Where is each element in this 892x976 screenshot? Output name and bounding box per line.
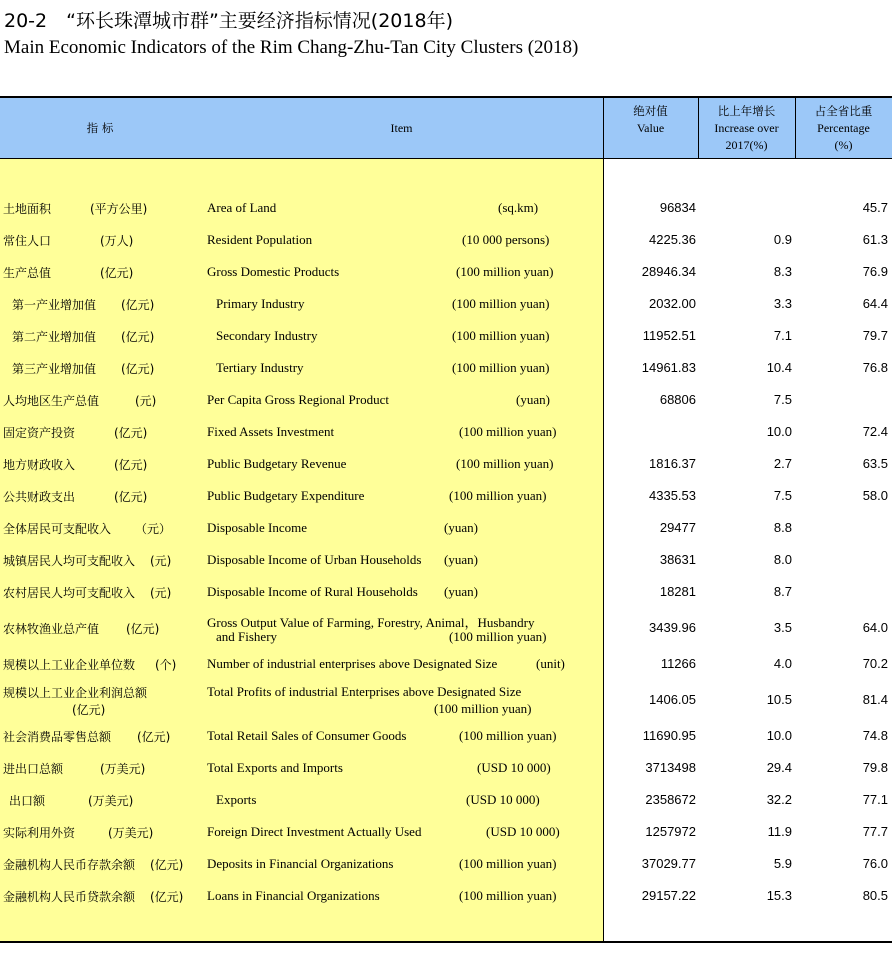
table-header-rule <box>0 158 892 159</box>
header-growth-en2: 2017(%) <box>725 137 768 152</box>
indicator-unit-zh: (亿元) <box>121 298 155 312</box>
indicator-name-en: Total Profits of industrial Enterprises above Designated Size <box>207 684 522 699</box>
header-share <box>795 98 892 158</box>
growth-cell: 7.5 <box>773 488 792 503</box>
growth-cell: 11.9 <box>767 824 792 839</box>
share-cell: 45.7 <box>862 200 888 215</box>
header-item <box>200 98 603 158</box>
value-cell: 11952.51 <box>642 328 696 343</box>
indicator-name-en-line2: and Fishery <box>216 629 278 644</box>
value-cell: 18281 <box>659 584 696 599</box>
indicator-name-en: Total Retail Sales of Consumer Goods <box>207 728 407 743</box>
indicator-name-en: Area of Land <box>207 200 277 215</box>
growth-cell: 5.9 <box>773 856 792 871</box>
indicator-name-en: Disposable Income <box>207 520 308 535</box>
indicator-name-zh: 全体居民可支配收入 <box>3 522 112 536</box>
growth-cell: 8.3 <box>773 264 792 279</box>
table-title-english: Main Economic Indicators of the Rim Chang-Zhu-Tan City Clusters (2018) <box>4 37 579 58</box>
indicator-unit-zh: (元) <box>150 586 172 600</box>
indicator-unit-zh: (平方公里) <box>90 202 148 216</box>
share-cell: 64.0 <box>862 620 888 635</box>
table-title-chinese: 20-2 “环长珠潭城市群”主要经济指标情况(2018年) <box>4 10 453 32</box>
value-cell: 11266 <box>660 656 696 671</box>
indicator-name-zh: 常住人口 <box>3 234 52 248</box>
indicator-name-zh: 人均地区生产总值 <box>3 394 100 408</box>
indicator-name-zh: 实际利用外资 <box>3 826 76 840</box>
indicator-unit-en: (USD 10 000) <box>466 792 540 807</box>
share-cell: 72.4 <box>862 424 888 439</box>
value-cell: 4225.36 <box>649 232 696 247</box>
value-cell: 2032.00 <box>649 296 696 311</box>
indicator-name-zh: 公共财政支出 <box>3 490 76 504</box>
indicator-unit-zh: (万美元) <box>88 794 134 808</box>
header-value-zh: 绝对值 <box>633 103 668 118</box>
share-cell: 63.5 <box>862 456 888 471</box>
share-cell: 77.1 <box>862 792 888 807</box>
indicator-unit-zh: (亿元) <box>150 858 184 872</box>
indicator-name-en: Per Capita Gross Regional Product <box>207 392 389 407</box>
growth-cell: 7.1 <box>773 328 792 343</box>
indicator-name-en: Deposits in Financial Organizations <box>207 856 394 871</box>
indicator-unit-zh: (亿元) <box>114 458 148 472</box>
share-cell: 64.4 <box>862 296 888 311</box>
indicator-name-en: Total Exports and Imports <box>207 760 343 775</box>
share-cell: 80.5 <box>862 888 888 903</box>
indicator-unit-zh: (万美元) <box>100 762 146 776</box>
share-cell: 74.8 <box>862 728 888 743</box>
share-cell: 77.7 <box>862 824 888 839</box>
share-cell: 61.3 <box>862 232 888 247</box>
indicator-unit-en: (yuan) <box>444 584 478 599</box>
indicator-unit-zh: (亿元) <box>114 490 148 504</box>
growth-cell: 10.0 <box>766 424 792 439</box>
indicator-name-en: Primary Industry <box>216 296 305 311</box>
indicator-unit-zh: (个) <box>155 658 177 672</box>
value-cell: 29157.22 <box>641 888 696 903</box>
indicator-name-en: Public Budgetary Revenue <box>207 456 347 471</box>
indicator-unit-en: (100 million yuan) <box>456 264 554 279</box>
indicator-unit-zh: (亿元) <box>150 890 184 904</box>
header-value <box>603 98 698 158</box>
growth-cell: 29.4 <box>766 760 792 775</box>
indicator-name-zh: 地方财政收入 <box>3 458 76 472</box>
header-growth-zh: 比上年增长 <box>717 103 776 118</box>
indicator-unit-en: (USD 10 000) <box>486 824 560 839</box>
value-cell: 37029.77 <box>641 856 696 871</box>
indicator-name-en: Loans in Financial Organizations <box>207 888 380 903</box>
indicator-name-zh: 第三产业增加值 <box>12 362 97 376</box>
value-cell: 28946.34 <box>641 264 696 279</box>
indicator-name-zh: 金融机构人民币存款余额 <box>3 858 136 872</box>
indicator-name-zh: 第二产业增加值 <box>12 330 97 344</box>
indicator-name-zh: 第一产业增加值 <box>12 298 97 312</box>
indicator-unit-en: (100 million yuan) <box>449 629 547 644</box>
header-share-zh: 占全省比重 <box>814 103 873 118</box>
indicator-unit-en: (100 million yuan) <box>452 328 550 343</box>
share-cell: 81.4 <box>862 692 888 707</box>
indicator-unit-en: (100 million yuan) <box>459 888 557 903</box>
column-divider-value <box>603 96 604 943</box>
growth-cell: 10.4 <box>766 360 792 375</box>
indicator-name-en: Secondary Industry <box>216 328 318 343</box>
indicator-unit-en: (yuan) <box>516 392 550 407</box>
indicator-unit-zh: (亿元) <box>121 362 155 376</box>
share-cell: 58.0 <box>862 488 888 503</box>
value-cell: 1406.05 <box>649 692 696 707</box>
header-growth-en1: Increase over <box>714 120 779 135</box>
indicator-unit-zh: （元） <box>135 522 172 536</box>
growth-cell: 32.2 <box>766 792 792 807</box>
indicator-unit-zh: (元) <box>135 394 157 408</box>
share-cell: 76.9 <box>862 264 888 279</box>
indicator-name-zh: 进出口总额 <box>3 762 64 776</box>
growth-cell: 10.0 <box>766 728 792 743</box>
indicator-name-en: Disposable Income of Rural Households <box>207 584 418 599</box>
indicator-name-zh: 农林牧渔业总产值 <box>3 622 100 636</box>
share-cell: 76.8 <box>862 360 888 375</box>
value-cell: 1816.37 <box>649 456 696 471</box>
growth-cell: 3.3 <box>773 296 792 311</box>
indicator-unit-en: (100 million yuan) <box>459 856 557 871</box>
indicator-name-en: Gross Output Value of Farming, Forestry, Animal，Husbandry <box>207 615 535 630</box>
indicator-name-en: Number of industrial enterprises above Designated Size <box>207 656 498 671</box>
table-bottom-rule <box>0 941 892 943</box>
indicator-name-zh: 规模以上工业企业单位数 <box>3 658 136 672</box>
growth-cell: 7.5 <box>773 392 792 407</box>
value-cell: 38631 <box>659 552 696 567</box>
growth-cell: 8.7 <box>773 584 792 599</box>
value-cell: 29477 <box>659 520 696 535</box>
header-item-label: Item <box>390 120 413 135</box>
value-cell: 11690.95 <box>642 728 696 743</box>
indicator-unit-en: (USD 10 000) <box>477 760 551 775</box>
indicator-unit-en: (yuan) <box>444 520 478 535</box>
indicator-name-en: Fixed Assets Investment <box>207 424 335 439</box>
value-cell: 68806 <box>659 392 696 407</box>
header-share-en1: Percentage <box>817 120 870 135</box>
value-cell: 96834 <box>659 200 696 215</box>
header-share-en2: (%) <box>834 137 853 152</box>
indicator-name-en: Foreign Direct Investment Actually Used <box>207 824 422 839</box>
indicator-unit-zh: (万人) <box>100 234 134 248</box>
growth-cell: 3.5 <box>773 620 792 635</box>
indicator-unit-zh: (亿元) <box>137 730 171 744</box>
indicator-name-en: Exports <box>216 792 257 807</box>
value-cell: 14961.83 <box>641 360 696 375</box>
value-cell: 3439.96 <box>649 620 696 635</box>
indicator-name-zh: 出口额 <box>9 794 46 808</box>
indicator-name-zh: 固定资产投资 <box>3 426 76 440</box>
indicator-unit-zh: (元) <box>150 554 172 568</box>
indicator-name-zh: 社会消费品零售总额 <box>3 730 112 744</box>
indicator-name-zh: 金融机构人民币贷款余额 <box>3 890 136 904</box>
indicator-name-zh: 规模以上工业企业利润总额 <box>3 686 148 700</box>
indicator-unit-zh: (亿元) <box>72 703 106 717</box>
indicator-unit-en: (unit) <box>536 656 565 671</box>
indicator-unit-en: (100 million yuan) <box>456 456 554 471</box>
header-growth <box>698 98 795 158</box>
indicator-unit-en: (100 million yuan) <box>459 424 557 439</box>
indicator-name-zh: 土地面积 <box>3 202 52 216</box>
growth-cell: 15.3 <box>766 888 792 903</box>
indicator-unit-zh: (万美元) <box>108 826 154 840</box>
share-cell: 79.7 <box>862 328 888 343</box>
header-value-en: Value <box>636 120 665 135</box>
indicator-table <box>0 96 892 944</box>
growth-cell: 4.0 <box>773 656 792 671</box>
indicator-name-en: Public Budgetary Expenditure <box>207 488 365 503</box>
indicator-name-zh: 城镇居民人均可支配收入 <box>3 554 136 568</box>
indicator-name-en: Disposable Income of Urban Households <box>207 552 422 567</box>
indicator-unit-en: (100 million yuan) <box>452 296 550 311</box>
indicator-unit-zh: (亿元) <box>100 266 134 280</box>
indicator-name-en: Gross Domestic Products <box>207 264 340 279</box>
growth-cell: 2.7 <box>773 456 792 471</box>
value-cell: 1257972 <box>645 824 696 839</box>
indicator-unit-en: (10 000 persons) <box>462 232 550 247</box>
indicator-unit-en: (100 million yuan) <box>459 728 557 743</box>
indicator-name-zh: 生产总值 <box>3 266 52 280</box>
indicator-name-en: Tertiary Industry <box>216 360 304 375</box>
indicator-unit-en: (sq.km) <box>498 200 539 215</box>
growth-cell: 0.9 <box>773 232 792 247</box>
value-cell: 4335.53 <box>649 488 696 503</box>
indicator-name-zh: 农村居民人均可支配收入 <box>3 586 136 600</box>
indicator-unit-zh: (亿元) <box>114 426 148 440</box>
indicator-unit-en: (100 million yuan) <box>434 701 532 716</box>
indicator-unit-en: (yuan) <box>444 552 478 567</box>
share-cell: 70.2 <box>862 656 888 671</box>
header-indicator <box>0 98 200 158</box>
indicator-unit-zh: (亿元) <box>121 330 155 344</box>
share-cell: 76.0 <box>862 856 888 871</box>
growth-cell: 10.5 <box>766 692 792 707</box>
indicator-name-en: Resident Population <box>207 232 313 247</box>
value-cell: 2358672 <box>645 792 696 807</box>
indicator-unit-en: (100 million yuan) <box>449 488 547 503</box>
growth-cell: 8.0 <box>773 552 792 567</box>
share-cell: 79.8 <box>862 760 888 775</box>
indicator-unit-en: (100 million yuan) <box>452 360 550 375</box>
value-cell: 3713498 <box>645 760 696 775</box>
indicator-unit-zh: (亿元) <box>126 622 160 636</box>
growth-cell: 8.8 <box>773 520 792 535</box>
header-indicator-label: 指 标 <box>86 120 114 135</box>
